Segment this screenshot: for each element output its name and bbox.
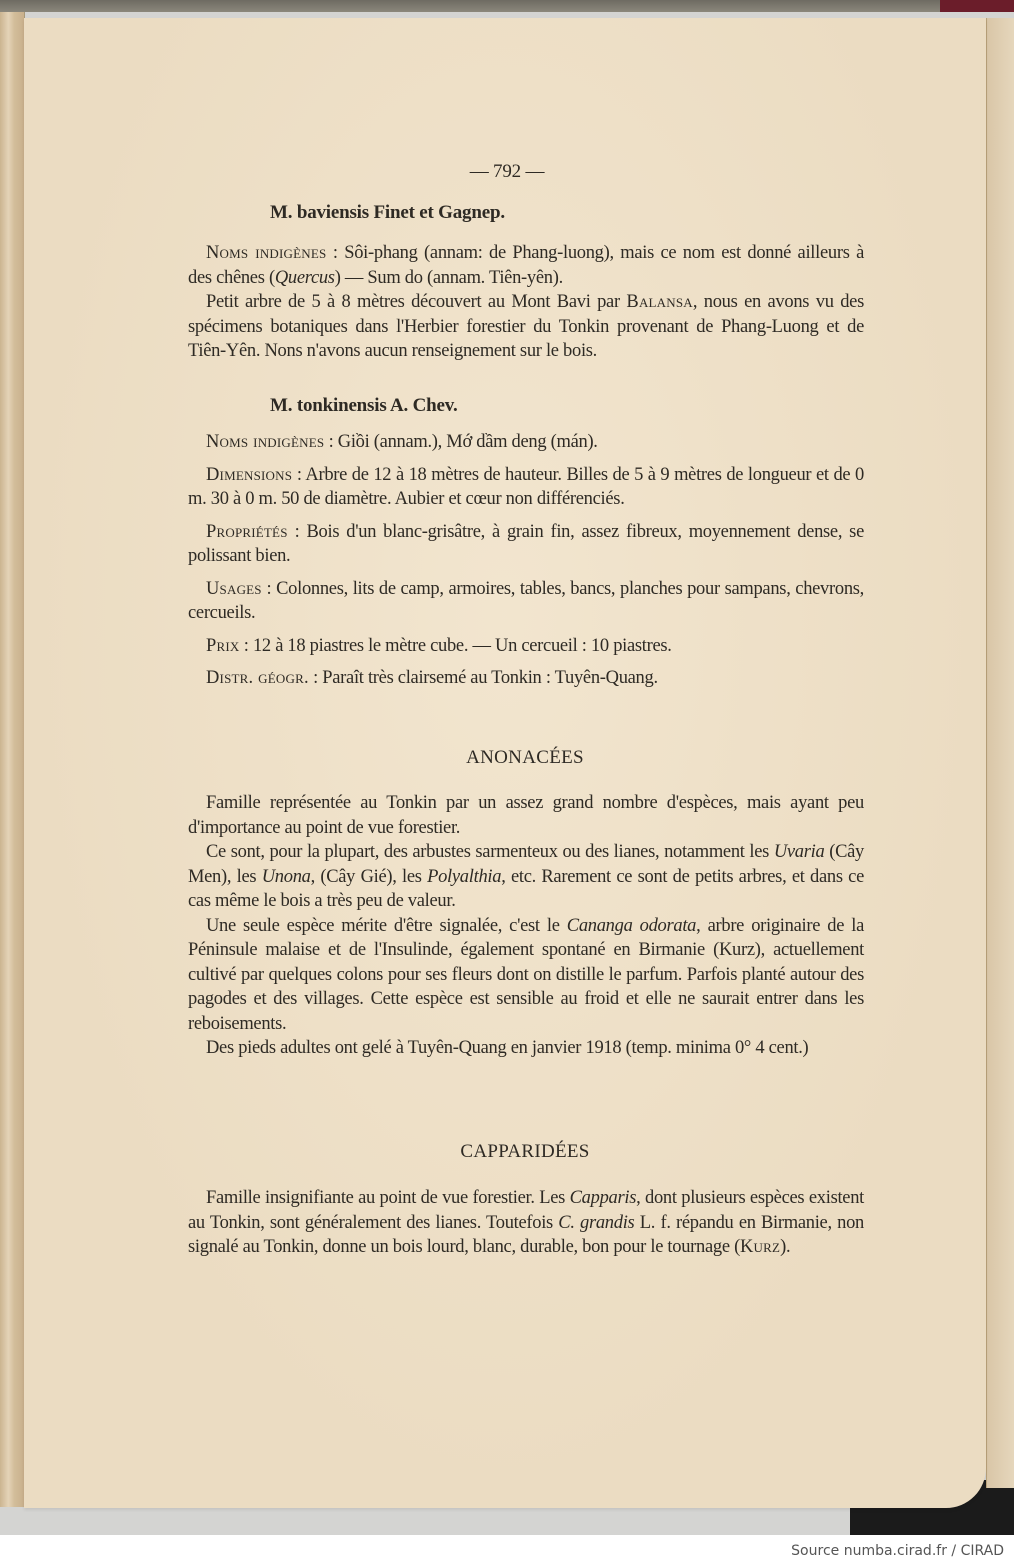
text: , (Cây Gié), les <box>310 866 428 887</box>
entry-baviensis-body <box>188 241 864 364</box>
text: Une seule espèce mérite d'être signalée, c'est le <box>206 915 567 936</box>
entry-tonkinensis-body <box>188 430 864 691</box>
book-ribbon <box>940 0 1014 12</box>
book-binding-top <box>0 0 1014 12</box>
field-label: Distr. géogr. <box>206 668 309 688</box>
field-usages <box>188 577 864 626</box>
field-text: : Giồi (annam.), Mớ dầm deng (mán). <box>324 432 598 452</box>
author-name: Balansa <box>626 292 693 312</box>
field-label: Noms indigènes <box>206 243 327 263</box>
field-text: : Arbre de 12 à 18 mètres de hauteur. Billes de 5 à 9 mètres de longueur et de 0 m. 30 à 0 m. 50 de diamètre. Aubier et cœur non différenciés. <box>188 464 864 509</box>
text: (Cây Men), les <box>188 842 864 887</box>
text: , dont plusieurs espèces existent au Tonkin, sont généralement des lianes. Toutefois <box>188 1188 865 1233</box>
source-credit: Source numba.cirad.fr / CIRAD <box>791 1543 1004 1559</box>
section-anonacees-body <box>188 791 864 1061</box>
species-name: Cananga odorata <box>566 915 697 936</box>
text: L. f. répandu en Birmanie, non signalé au Tonkin, donne un bois lourd, blanc, durable, bon pour le tournage ( <box>188 1212 864 1257</box>
genus-name: Capparis <box>569 1188 637 1208</box>
field-text: : Paraît très clairsemé au Tonkin : Tuyên-Quang. <box>308 668 658 688</box>
text: Ce sont, pour la plupart, des arbustes sarmenteux ou des lianes, notamment les <box>206 842 774 862</box>
section-heading-anonacees: ANONACÉES <box>466 747 584 768</box>
field-distr-geogr <box>188 666 864 691</box>
field-proprietes <box>188 520 864 569</box>
field-text: : Bois d'un blanc-grisâtre, à grain fin, assez fibreux, moyennement dense, se polissant bien. <box>188 521 864 566</box>
page-number: — 792 — <box>469 161 545 182</box>
field-text: : Colonnes, lits de camp, armoires, tables, bancs, planches pour sampans, chevrons, cercueils. <box>188 578 864 623</box>
field-text: : Sôi-phang (annam: de Phang-luong), mais ce nom est donné ailleurs à des chênes ( <box>188 243 864 288</box>
paragraph <box>188 914 864 1037</box>
paragraph: Des pieds adultes ont gelé à Tuyên-Quang en janvier 1918 (temp. minima 0° 4 cent.) <box>206 1038 809 1058</box>
noms-indigenes-paragraph <box>188 241 864 290</box>
text: Petit arbre de 5 à 8 mètres découvert au Mont Bavi par <box>206 292 627 312</box>
paragraph <box>188 1186 864 1260</box>
field-noms-indigenes <box>188 430 864 455</box>
paragraph <box>188 840 864 914</box>
genus-name: Polyalthia <box>427 866 502 887</box>
section-capparidees-body <box>188 1186 864 1260</box>
text: , nous en avons vu des spécimens botaniques dans l'Herbier forestier du Tonkin provenant de Phang-Luong et de Tiên-Yên. Nons n'avons aucun renseignement sur le bois. <box>188 292 864 361</box>
text: , arbre originaire de la Péninsule malaise et de l'Insulinde, également spontané en Birmanie (Kurz), actuellement cultivé par quelques colons pour ses fleurs dont on distille le parfum. Parfois planté autour des pagodes et des villages. Cette espèce est sensible au froid et elle ne saurait entrer dans les reboisements. <box>188 915 864 1034</box>
description-paragraph <box>188 290 864 364</box>
field-text: ) — Sum do (annam. Tiên-yên). <box>334 267 563 288</box>
paragraph: Famille représentée au Tonkin par un assez grand nombre d'espèces, mais ayant peu d'importance au point de vue forestier. <box>188 793 864 838</box>
species-heading-tonkinensis: M. tonkinensis A. Chev. <box>270 395 458 416</box>
field-dimensions <box>188 463 864 512</box>
author-name: Kurz <box>739 1237 781 1257</box>
field-label: Propriétés <box>206 521 288 542</box>
field-text: : 12 à 18 piastres le mètre cube. — Un cercueil : 10 piastres. <box>239 635 672 656</box>
text: Famille insignifiante au point de vue forestier. Les <box>206 1188 570 1208</box>
field-label: Prix <box>206 635 240 656</box>
text: ). <box>780 1237 791 1257</box>
text: , etc. Rarement ce sont de petits arbres, et dans ce cas même le bois a très peu de valeur. <box>188 866 865 911</box>
field-label: Dimensions <box>206 464 293 485</box>
section-heading-capparidees: CAPPARIDÉES <box>460 1141 590 1162</box>
genus-name: Unona <box>261 866 311 887</box>
species-heading-baviensis: M. baviensis Finet et Gagnep. <box>270 202 505 223</box>
genus-name: Uvaria <box>773 842 825 862</box>
italic-term: Quercus <box>274 267 335 288</box>
field-label: Usages <box>206 578 262 599</box>
field-label: Noms indigènes <box>206 432 325 452</box>
species-name: C. grandis <box>558 1212 635 1233</box>
field-prix <box>188 634 864 659</box>
